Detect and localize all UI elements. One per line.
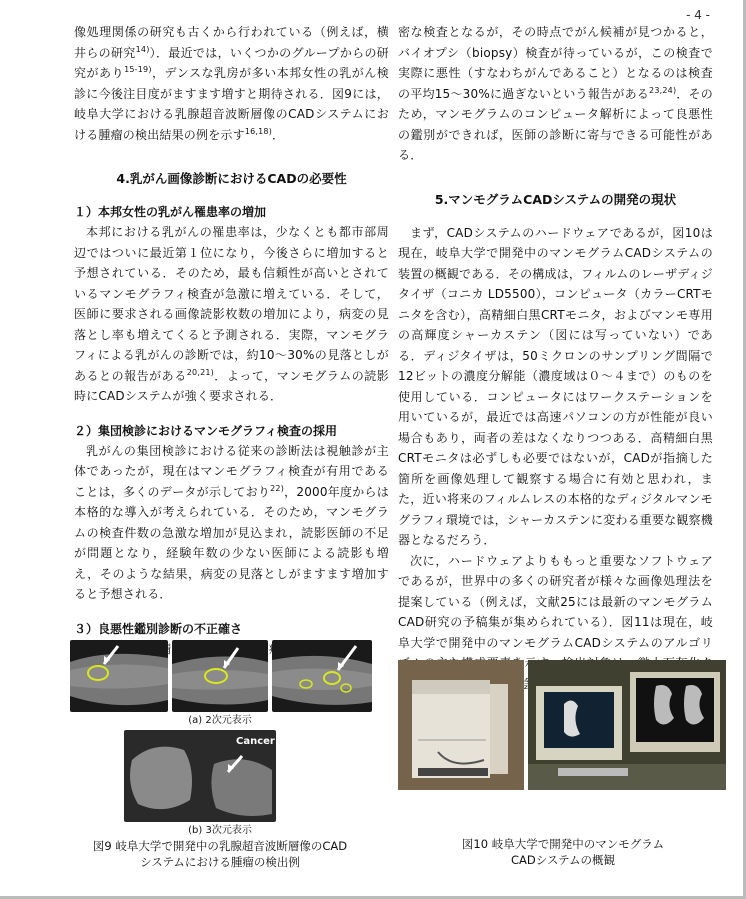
figure-9 — [70, 636, 390, 886]
cancer-label: Cancer — [236, 736, 275, 747]
section-5-title: 5.マンモグラムCADシステムの開発の現状 — [434, 191, 677, 207]
subsection-2-text: 乳がんの集団検診における従来の診断法は視触診が主体であったが，現在はマンモグラフィ検査が有用であることは，多くのデータが示しており$^{22)}$，2000年度からは本格的な導入が考えられている．そのため，マンモグラムの検査件数の急激な増加が見込まれ，読影医師の不足が問題となり，経験年数の少ない医師による読影も増え，そのような結果，病変の見落としがますます増加すると予想される． — [74, 443, 389, 601]
figure-9-caption: 図9 岐阜大学で開発中の乳腺超音波断層像のCAD システムにおける腫瘤の検出例 — [92, 839, 348, 869]
section-4-title: 4.乳がん画像診断におけるCADの必要性 — [116, 171, 347, 186]
figure-10-caption: 図10 岐阜大学で開発中のマンモグラム CADシステムの概観 — [461, 837, 665, 867]
section-5-paragraph-1: まず，CADシステムのハードウェアであるが，図10は現在，岐阜大学で開発中のマンモグラムCADシステムの装置の概観である．その構成は，フィルムのレーザディジタイザ（コニカ LD5500），コンピュータ（カラーCRTモニタを含む），高精細白黒CRTモニタ，およびマンモ専用の高輝度シャーカステン（図には写っていない）である．ディジタイザは，50ミクロンのサンプリング間隔で12ビットの濃度分解能（濃度域は０～４まで）のものを使用している．コンピュータにはワークステーションを用いているが，最近では高速パソコンの方が性能が良い場合もあり，両者の差はなくなりつつある．高精細白黒CRTモニタは必ずしも必要ではないが，CADが指摘した箇所を画像処理して観察する場合に有効と思われ，また，近い将来のフィルムレスの本格的なディジタルマンモグラフィ環境では，シャーカステンに変わる重要な観察機器となるだろう． — [398, 225, 713, 547]
page-number: - 4 - — [686, 8, 710, 22]
workstation-photo — [528, 660, 726, 790]
subsection-1-title: １）本邦女性の乳がん罹患率の増加 — [74, 205, 267, 219]
ultrasound-image-3 — [272, 640, 372, 712]
subsection-3-title: ３）良悪性鑑別診断の不正確さ — [74, 621, 243, 636]
left-column — [74, 22, 389, 659]
section-5-paragraph-2: 次に，ハードウェアよりももっと重要なソフトウェアであるが，世界中の多くの研究者が様々な画像処理法を提案している（例えば，文献25には最新のマンモグラムCAD研究の予稿集が集められている）．図11は現在，岐阜大学で開発中のマンモグラムCADシステムのアルゴリ の陰影 — [398, 553, 713, 691]
intro-paragraph: 像処理関係の研究も古くから行われている（例えば，横井らの研究$^{14)}$）．最近では，いくつかのグループからの研究があり$^{15-19)}$，デンスな乳房が多い本邦女性の乳がん検診に今後注目度がますます増すと期待される．図9には，岐阜大学における乳腺超音波断層像のCADシステムにおける腫瘤の検出結果の例を示す$^{16,18)}$． — [74, 25, 389, 142]
continuation-paragraph: 密な検査となるが，その時点でがん候補が見つかると，バイオプシ（biopsy）検査が待っているが，この検査で実際に悪性（すなわちがんであること）となるのは検査の平均15～30%に過ぎないという報告がある$^{23,24)}$．そのため，マンモグラムのコンピュータ解析によって良悪性の鑑別ができれば，医師の診断に寄与できる可能性がある． — [398, 25, 713, 162]
ultrasound-image-2 — [172, 640, 268, 712]
digitizer-photo — [398, 660, 524, 790]
figure-9b-label: (b) 3次元表示 — [188, 825, 252, 836]
figure-9a-label: (a) 2次元表示 — [188, 715, 252, 726]
subsection-2-title: ２）集団検診におけるマンモグラフィ検査の採用 — [74, 423, 338, 438]
subsection-1-text: 本邦における乳がんの罹患率は，少なくとも都市部周辺ではついに最近第１位になり，今後さらに増加すると予想されている．そのため，最も信頼性が高いとされているマンモグラフィ検査が急激に増えている．そして，医師に要求される画像読影枚数の増加により，病変の見落とし率も増えてくると予測される．実際，マンモグラフィによる乳がんの診断では，約10～30%の見落としがあるとの報告がある$^{20,21)}$．よって，マンモグラムの読影時にCADシステムが強く要求される． — [74, 225, 389, 403]
right-column — [398, 22, 713, 694]
ultrasound-3d-image — [124, 730, 276, 822]
ultrasound-image-1 — [70, 640, 168, 712]
figure-10 — [398, 660, 728, 890]
